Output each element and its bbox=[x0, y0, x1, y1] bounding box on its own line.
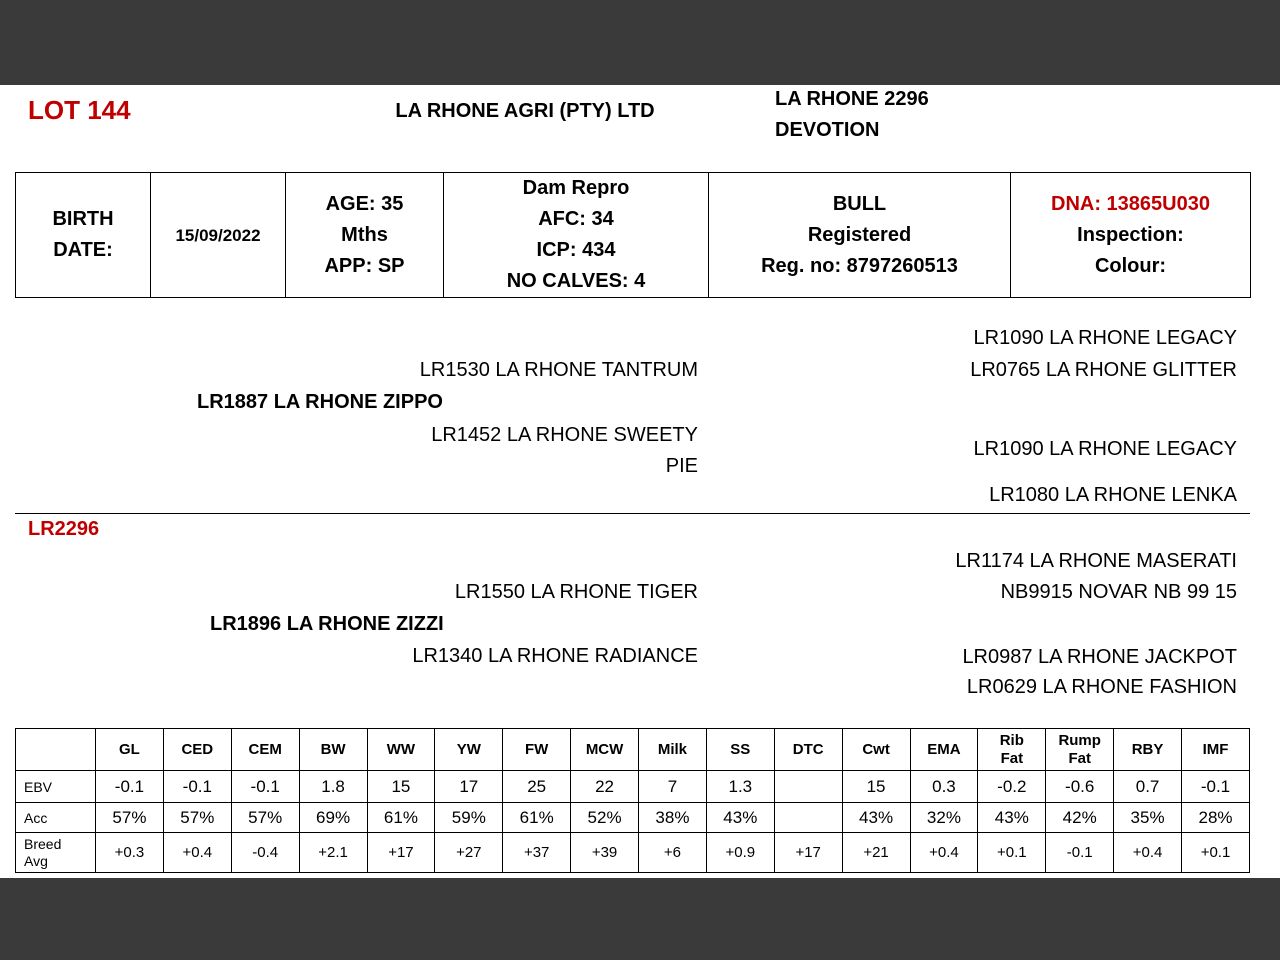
info-table-row bbox=[16, 173, 1251, 298]
breed-avg-cell: +2.1 bbox=[299, 833, 367, 873]
bottom-bar bbox=[0, 878, 1280, 960]
ebv-cell: 7 bbox=[639, 771, 707, 803]
ebv-col-label: Milk bbox=[657, 740, 688, 758]
pedigree-dam-sire-sire: LR1174 LA RHONE MASERATI bbox=[955, 550, 1237, 572]
ebv-row bbox=[16, 771, 1250, 803]
ebv-col-milk bbox=[639, 729, 707, 771]
breed-avg-cell: +17 bbox=[774, 833, 842, 873]
breed-avg-cell: -0.1 bbox=[1046, 833, 1114, 873]
ebv-cell: 25 bbox=[503, 771, 571, 803]
ebv-col-label: BW bbox=[320, 740, 346, 758]
ebv-col-label: RBY bbox=[1131, 740, 1164, 758]
acc-cell: 35% bbox=[1114, 803, 1182, 833]
ebv-col-label: Rib Fat bbox=[999, 732, 1024, 767]
acc-cell: 61% bbox=[503, 803, 571, 833]
breed-avg-cell: +0.1 bbox=[1182, 833, 1250, 873]
ebv-col-ribfat bbox=[978, 729, 1046, 771]
age-value: AGE: 35 Mths bbox=[325, 192, 404, 246]
birth-date-label-cell bbox=[16, 173, 151, 298]
pedigree-dam-dam-sire: LR0987 LA RHONE JACKPOT bbox=[962, 646, 1237, 668]
acc-cell: 52% bbox=[571, 803, 639, 833]
breed-avg-cell: -0.4 bbox=[231, 833, 299, 873]
breed-avg-cell: +0.1 bbox=[978, 833, 1046, 873]
ebv-col-imf bbox=[1182, 729, 1250, 771]
ebv-cell: 1.3 bbox=[706, 771, 774, 803]
breed-avg-cell: +6 bbox=[639, 833, 707, 873]
breed-avg-cell: +39 bbox=[571, 833, 639, 873]
ebv-col-rumpfat bbox=[1046, 729, 1114, 771]
ebv-cell: 0.3 bbox=[910, 771, 978, 803]
breed-avg-cell: +0.9 bbox=[706, 833, 774, 873]
breed-avg-label: Breed Avg bbox=[24, 835, 62, 869]
colour-label: Colour: bbox=[1094, 254, 1167, 277]
acc-cell: 43% bbox=[978, 803, 1046, 833]
breed-avg-cell: +17 bbox=[367, 833, 435, 873]
breed-avg-cell: +0.3 bbox=[96, 833, 164, 873]
ebv-cell: 0.7 bbox=[1114, 771, 1182, 803]
pedigree-sire-sire: LR1530 LA RHONE TANTRUM bbox=[419, 359, 698, 381]
ebv-row-label-cell bbox=[16, 771, 96, 803]
acc-cell: 69% bbox=[299, 803, 367, 833]
info-table bbox=[15, 172, 1251, 298]
ebv-col-label: GL bbox=[119, 740, 140, 758]
acc-cell: 59% bbox=[435, 803, 503, 833]
acc-cell: 42% bbox=[1046, 803, 1114, 833]
pedigree-dam: LR1896 LA RHONE ZIZZI bbox=[210, 613, 444, 635]
ebv-col-label: Cwt bbox=[862, 740, 890, 758]
breed-avg-cell: +0.4 bbox=[910, 833, 978, 873]
ebv-cell: 15 bbox=[842, 771, 910, 803]
ebv-col-label: FW bbox=[525, 740, 549, 758]
ebv-cell: 22 bbox=[571, 771, 639, 803]
ebv-col-label: Rump Fat bbox=[1058, 732, 1101, 767]
ebv-col-cwt bbox=[842, 729, 910, 771]
ebv-row-label: EBV bbox=[24, 778, 53, 795]
ebv-col-label: YW bbox=[456, 740, 481, 758]
pedigree-sire-dam-sire: LR1090 LA RHONE LEGACY bbox=[973, 438, 1237, 460]
icp-value: ICP: 434 bbox=[536, 239, 616, 261]
animal-title-line2: DEVOTION bbox=[775, 119, 880, 141]
ebv-col-label: CED bbox=[181, 740, 214, 758]
ebv-col-dtc bbox=[774, 729, 842, 771]
reg-no-value: Reg. no: 8797260513 bbox=[761, 254, 958, 277]
ebv-cell: -0.1 bbox=[231, 771, 299, 803]
ebv-cell: 17 bbox=[435, 771, 503, 803]
lot-number: LOT 144 bbox=[28, 95, 131, 125]
registered-label: Registered bbox=[807, 223, 912, 246]
ebv-header-row bbox=[16, 729, 1250, 771]
acc-cell: 57% bbox=[163, 803, 231, 833]
ebv-cell: -0.2 bbox=[978, 771, 1046, 803]
acc-cell: 28% bbox=[1182, 803, 1250, 833]
ebv-col-label: DTC bbox=[792, 740, 824, 758]
birth-date-label: BIRTH DATE: bbox=[52, 208, 114, 261]
dam-repro-title: Dam Repro bbox=[522, 177, 630, 199]
age-app-cell bbox=[286, 173, 444, 298]
acc-row bbox=[16, 803, 1250, 833]
ebv-col-ss bbox=[706, 729, 774, 771]
animal-title bbox=[775, 84, 929, 146]
acc-cell: 32% bbox=[910, 803, 978, 833]
sex-value: BULL bbox=[832, 192, 887, 215]
pedigree-divider bbox=[15, 513, 1250, 514]
no-calves-value: NO CALVES: 4 bbox=[506, 270, 646, 292]
breed-avg-cell: +37 bbox=[503, 833, 571, 873]
acc-cell: 43% bbox=[706, 803, 774, 833]
breed-avg-cell: +0.4 bbox=[1114, 833, 1182, 873]
inspection-label: Inspection: bbox=[1077, 223, 1184, 246]
pedigree-sire-dam: LR1452 LA RHONE SWEETY PIE bbox=[431, 424, 698, 477]
pedigree-sire-dam-dam: LR1080 LA RHONE LENKA bbox=[989, 484, 1237, 506]
ebv-cell: 1.8 bbox=[299, 771, 367, 803]
ebv-col-bw bbox=[299, 729, 367, 771]
identification-cell bbox=[1011, 173, 1251, 298]
ebv-col-label: SS bbox=[730, 740, 751, 758]
ebv-col-label: MCW bbox=[585, 740, 624, 758]
acc-row-label: Acc bbox=[24, 809, 48, 826]
ebv-col-label: CEM bbox=[248, 740, 282, 758]
pedigree-sire-sire-sire: LR1090 LA RHONE LEGACY bbox=[973, 327, 1237, 349]
acc-row-label-cell bbox=[16, 803, 96, 833]
acc-cell: 38% bbox=[639, 803, 707, 833]
top-bar bbox=[0, 0, 1280, 85]
birth-date-value: 15/09/2022 bbox=[175, 225, 261, 245]
pedigree-sire: LR1887 LA RHONE ZIPPO bbox=[197, 391, 443, 413]
ebv-cell bbox=[774, 771, 842, 803]
acc-cell bbox=[774, 803, 842, 833]
ebv-cell: -0.1 bbox=[96, 771, 164, 803]
pedigree-dam-dam-dam: LR0629 LA RHONE FASHION bbox=[966, 676, 1237, 698]
ebv-col-label: WW bbox=[386, 740, 416, 758]
acc-cell: 57% bbox=[231, 803, 299, 833]
dam-repro-cell bbox=[444, 173, 709, 298]
registration-cell bbox=[709, 173, 1011, 298]
breed-avg-row bbox=[16, 833, 1250, 873]
breed-avg-cell: +0.4 bbox=[163, 833, 231, 873]
ebv-table bbox=[15, 728, 1250, 873]
birth-date-value-cell bbox=[151, 173, 286, 298]
animal-title-line1: LA RHONE 2296 bbox=[775, 88, 929, 110]
ebv-cell: 15 bbox=[367, 771, 435, 803]
pedigree-dam-dam: LR1340 LA RHONE RADIANCE bbox=[412, 645, 698, 667]
dna-value: DNA: 13865U030 bbox=[1051, 192, 1210, 215]
ebv-col-gl bbox=[96, 729, 164, 771]
acc-cell: 43% bbox=[842, 803, 910, 833]
breed-avg-cell: +27 bbox=[435, 833, 503, 873]
pedigree-dam-sire: LR1550 LA RHONE TIGER bbox=[454, 581, 698, 603]
ebv-cell: -0.1 bbox=[1182, 771, 1250, 803]
ebv-cell: -0.6 bbox=[1046, 771, 1114, 803]
ebv-col-mcw bbox=[571, 729, 639, 771]
ebv-col-fw bbox=[503, 729, 571, 771]
acc-cell: 61% bbox=[367, 803, 435, 833]
ebv-col-cem bbox=[231, 729, 299, 771]
ebv-col-yw bbox=[435, 729, 503, 771]
pedigree-dam-sire-dam: NB9915 NOVAR NB 99 15 bbox=[1000, 581, 1237, 603]
ebv-col-ema bbox=[910, 729, 978, 771]
pedigree-sire-sire-dam: LR0765 LA RHONE GLITTER bbox=[970, 359, 1237, 381]
pedigree-animal-id: LR2296 bbox=[28, 518, 100, 540]
company-name: LA RHONE AGRI (PTY) LTD bbox=[395, 100, 655, 122]
ebv-col-rby bbox=[1114, 729, 1182, 771]
ebv-corner-cell bbox=[16, 729, 96, 771]
acc-cell: 57% bbox=[96, 803, 164, 833]
afc-value: AFC: 34 bbox=[538, 208, 614, 230]
app-value: APP: SP bbox=[324, 254, 405, 277]
breed-avg-label-cell bbox=[16, 833, 96, 873]
ebv-col-label: IMF bbox=[1202, 740, 1229, 758]
ebv-cell: -0.1 bbox=[163, 771, 231, 803]
ebv-col-ww bbox=[367, 729, 435, 771]
ebv-col-ced bbox=[163, 729, 231, 771]
breed-avg-cell: +21 bbox=[842, 833, 910, 873]
ebv-col-label: EMA bbox=[927, 740, 961, 758]
